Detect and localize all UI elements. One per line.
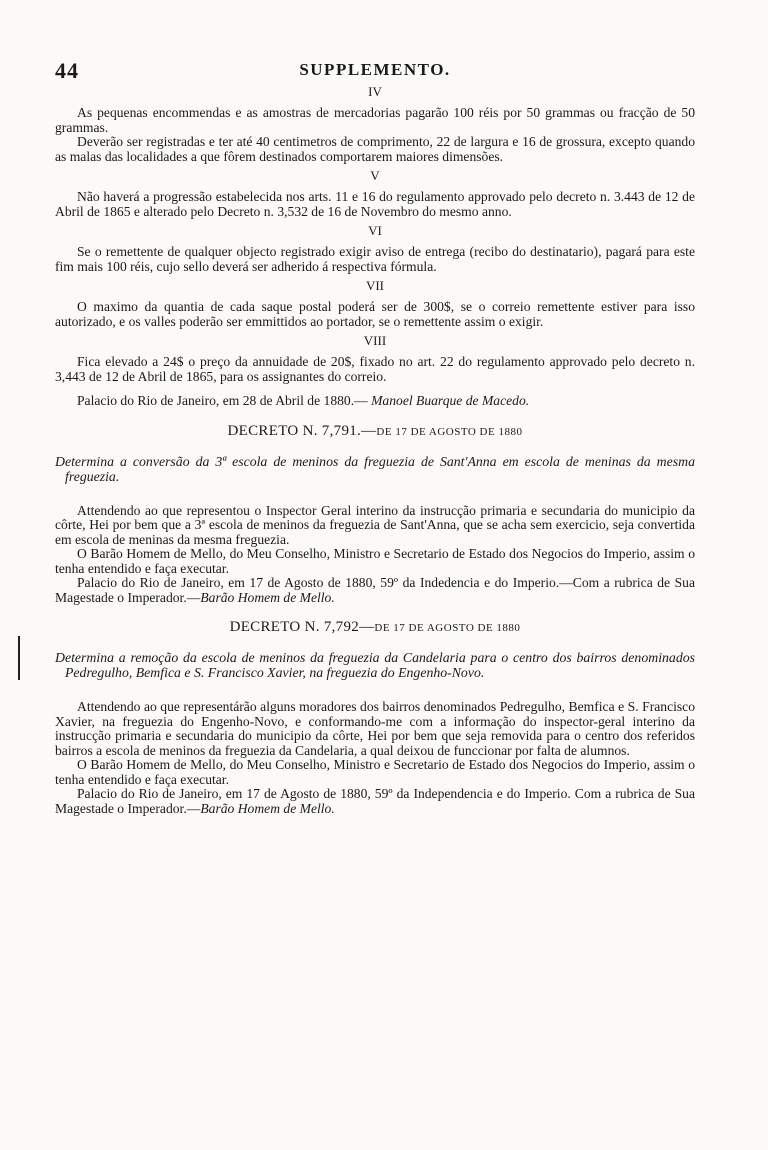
paragraph: O Barão Homem de Mello, do Meu Conselho, Ministro e Secretario de Estado dos Negocios do Imperio, assim o tenha entendido e faça executar. (55, 546, 695, 576)
section-heading: V (370, 168, 380, 183)
paragraph: Fica elevado a 24$ o preço da annuidade de 20$, fixado no art. 22 do regulamento approvado pelo decreto n. 3,443 de 12 de Abril de 1865, para os assignantes do correio. (55, 354, 695, 384)
decree-number: DECRETO N. 7,792— (229, 619, 375, 635)
document-page (55, 58, 695, 816)
paragraph: Não haverá a progressão estabelecida nos arts. 11 e 16 do regulamento approvado pelo decreto n. 3.443 de 12 de Abril de 1865 e alterado pelo Decreto n. 3,532 de 16 de Novembro do mesmo anno. (55, 189, 695, 219)
paragraph: As pequenas encommendas e as amostras de mercadorias pagarão 100 réis por 50 grammas ou fracção de 50 grammas. (55, 105, 695, 135)
section-heading: VII (365, 278, 385, 293)
decree-heading (55, 619, 695, 636)
running-title: SUPPLEMENTO. (299, 60, 451, 79)
signature-line (55, 576, 695, 605)
date-place: Palacio do Rio de Janeiro, em 28 de Abril de 1880.— (77, 393, 368, 408)
decree-date: DE 17 DE AGOSTO DE 1880 (376, 425, 523, 438)
signature: Barão Homem de Mello. (200, 800, 335, 816)
decree-summary: Determina a remoção da escola de meninos da freguezia da Candelaria para o centro dos bairros denominados Pedregulho, Bemfica e S. Francisco Xavier, na freguezia do Engenho-Novo. (55, 650, 695, 680)
paragraph: O Barão Homem de Mello, do Meu Conselho, Ministro e Secretario de Estado dos Negocios do Imperio, assim o tenha entendido e faça executar. (55, 757, 695, 787)
section-heading: VI (368, 223, 382, 238)
paragraph: Deverão ser registradas e ter até 40 centimetros de comprimento, 22 de largura e 16 de grossura, excepto quando as malas das localidades a que fôrem destinados comportarem maiores dimensões. (55, 134, 695, 164)
date-place: Palacio do Rio de Janeiro, em 17 de Agosto de 1880, 59º da Independencia e do Imperio. Com a rubrica de Sua Magestade o Imperador.— (55, 786, 695, 816)
section-heading: VIII (363, 333, 387, 348)
margin-mark (18, 636, 20, 680)
section-heading: IV (368, 84, 382, 99)
page-number: 44 (55, 58, 79, 83)
paragraph: O maximo da quantia de cada saque postal poderá ser de 300$, se o correio remettente estiver para isso autorizado, e os valles poderão ser emmittidos ao portador, se o remettente assim o exigir. (55, 299, 695, 329)
decree-summary: Determina a conversão da 3ª escola de meninos da freguezia de Sant'Anna em escola de meninas da mesma freguezia. (55, 453, 695, 484)
signature-line (55, 787, 695, 816)
paragraph: Attendendo ao que representou o Inspector Geral interino da instrucção primaria e secundaria do municipio da côrte, Hei por bem que a 3ª escola de meninos da freguezia de Sant'Anna, que se acha sem exercicio, seja convertida em escola de meninas da mesma freguezia. (55, 502, 695, 547)
decree-date: DE 17 DE AGOSTO DE 1880 (374, 622, 521, 634)
decree-number: DECRETO N. 7,791.— (227, 422, 377, 439)
signature: Barão Homem de Mello. (200, 589, 335, 605)
paragraph: Se o remettente de qualquer objecto registrado exigir aviso de entrega (recibo do destinatario), pagará para este fim mais 100 réis, cujo sello deverá ser adherido á respectiva fórmula. (55, 244, 695, 274)
decree-heading (55, 423, 695, 440)
paragraph: Attendendo ao que representárão alguns moradores dos bairros denominados Pedregulho, Bemfica e S. Francisco Xavier, na freguezia do Engenho-Novo, e conformando-me com a informação do inspector-geral interino da instrucção primaria e secundaria do municipio da côrte, Hei por bem que seja removida para o centro dos referidos bairros a escola de meninos da freguezia da Candelaria, a qual deixou de funccionar por falta de alumnos. (55, 699, 695, 758)
signature-line (55, 394, 695, 409)
signature: Manoel Buarque de Macedo. (371, 393, 530, 408)
date-place: Palacio do Rio de Janeiro, em 17 de Agosto de 1880, 59º da Indedencia e do Imperio.—Com a rubrica de Sua Magestade o Imperador.— (55, 575, 695, 605)
